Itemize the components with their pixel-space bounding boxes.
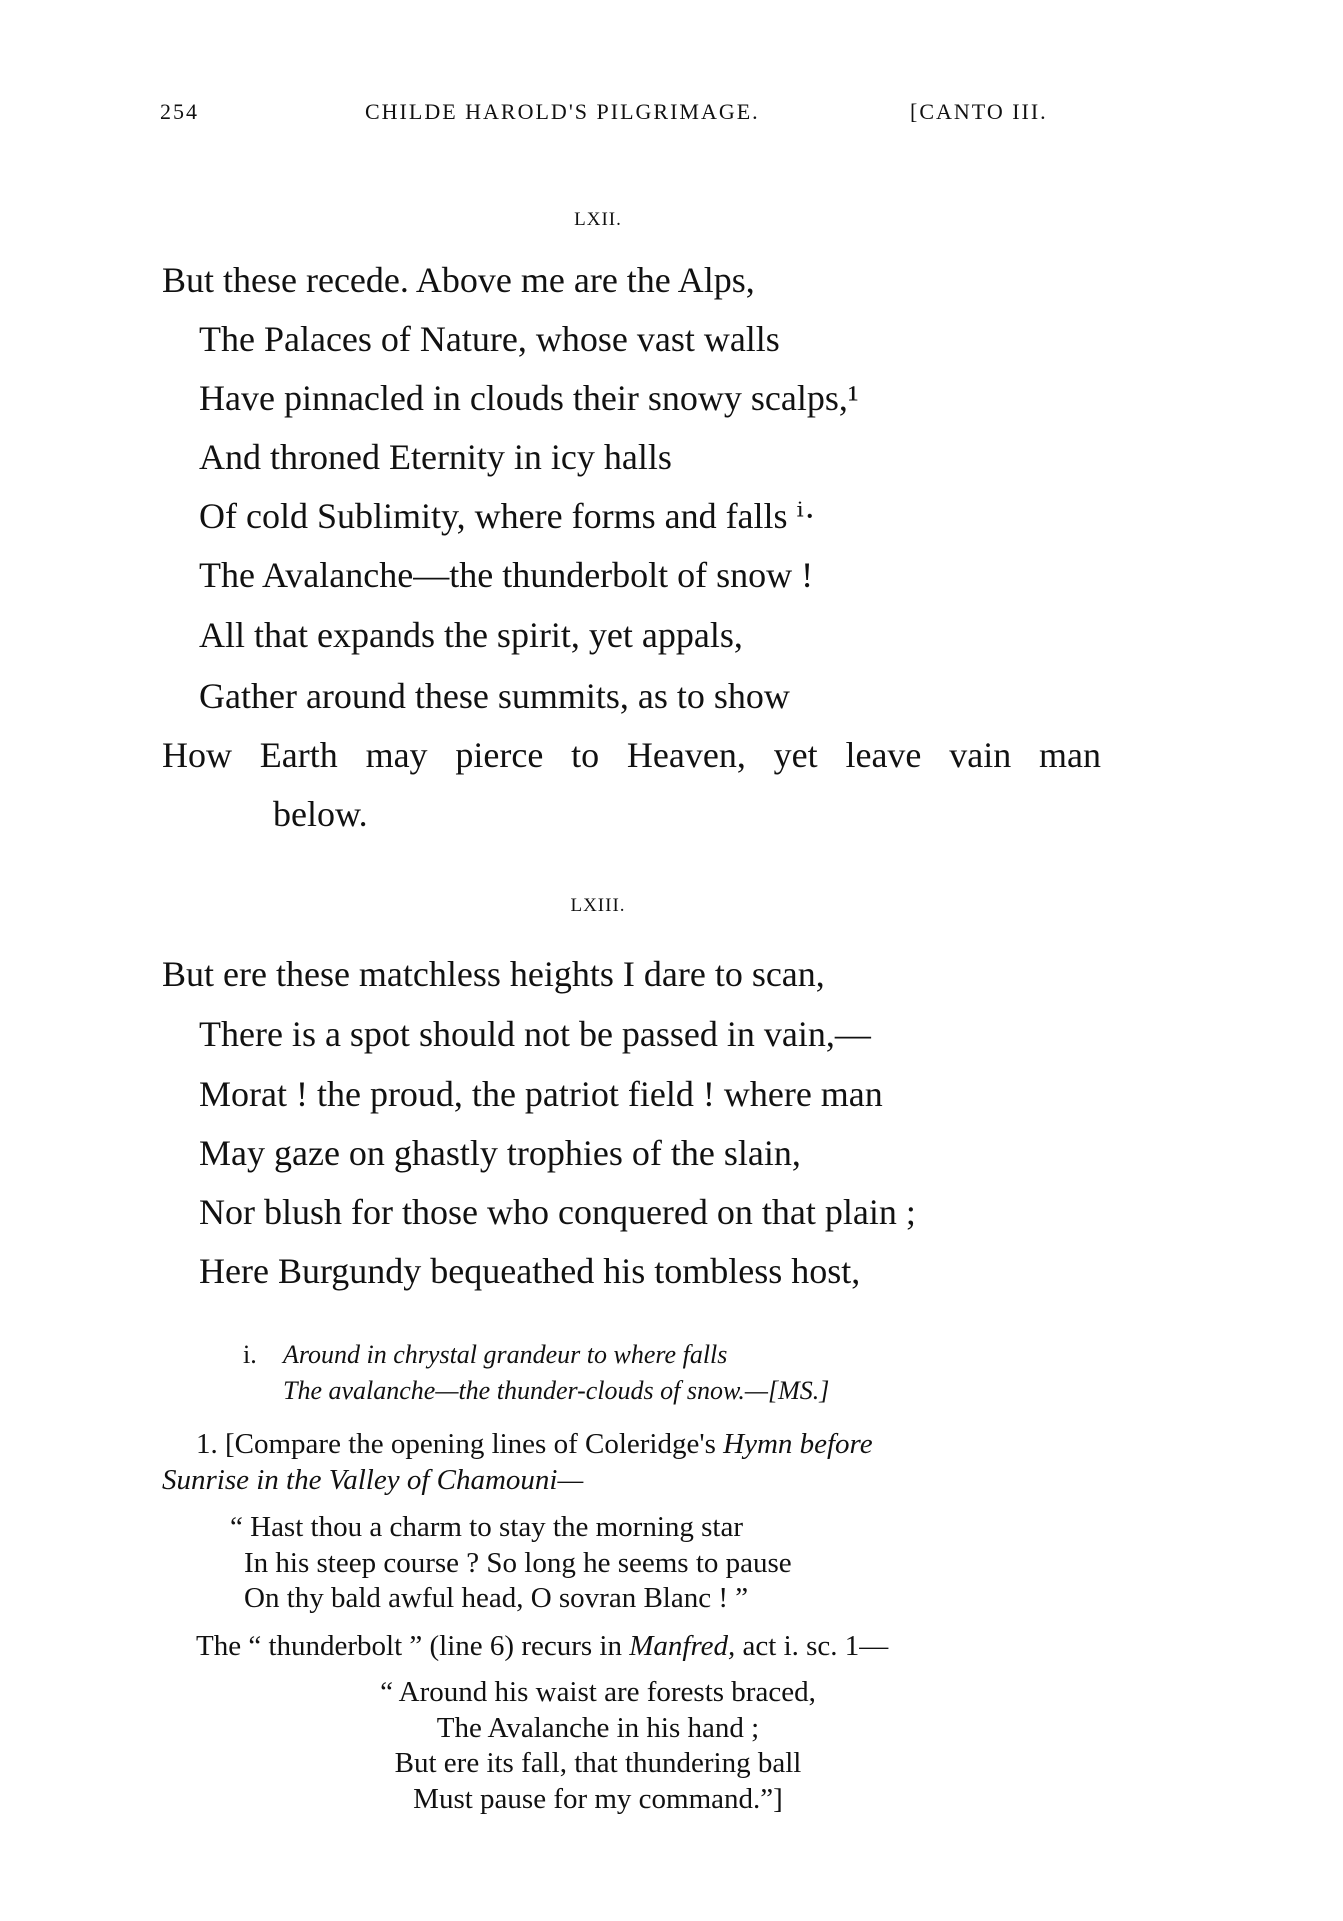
verse-line: Morat ! the proud, the patriot field ! where man bbox=[199, 1074, 883, 1114]
footnote-text: act i. sc. 1— bbox=[735, 1630, 889, 1662]
verse-line: May gaze on ghastly trophies of the slain, bbox=[199, 1133, 801, 1173]
stanza-number: LXII. bbox=[574, 209, 622, 230]
footnote-variant-line: The avalanche—the thunder-clouds of snow.—[MS.] bbox=[283, 1376, 830, 1405]
footnote-text: The “ thunderbolt ” (line 6) recurs in bbox=[196, 1630, 630, 1662]
verse-line: Of cold Sublimity, where forms and falls ⁱ· bbox=[199, 496, 816, 536]
running-title: CHILDE HAROLD'S PILGRIMAGE. bbox=[365, 99, 760, 124]
footnote-title: Hymn before bbox=[723, 1428, 873, 1460]
verse-line: All that expands the spirit, yet appals, bbox=[199, 615, 743, 655]
quote-line: The Avalanche in his hand ; bbox=[436, 1712, 760, 1744]
verse-line: There is a spot should not be passed in vain,— bbox=[199, 1014, 871, 1054]
quote-line: Must pause for my command.”] bbox=[413, 1783, 783, 1815]
verse-line: The Avalanche—the thunderbolt of snow ! bbox=[199, 555, 814, 595]
verse-line: below. bbox=[273, 794, 368, 834]
canto-label: [CANTO III. bbox=[910, 99, 1048, 124]
verse-line: Have pinnacled in clouds their snowy scalps,¹ bbox=[199, 378, 859, 418]
quote-line: In his steep course ? So long he seems to pause bbox=[244, 1547, 792, 1579]
verse-line: Nor blush for those who conquered on that plain ; bbox=[199, 1192, 916, 1232]
verse-line: But these recede. Above me are the Alps, bbox=[162, 260, 755, 300]
footnote-line: Sunrise in the Valley of Chamouni— bbox=[162, 1464, 584, 1496]
footnote-title: Manfred, bbox=[629, 1630, 736, 1662]
verse-line: But ere these matchless heights I dare to scan, bbox=[162, 954, 825, 994]
verse-line: How Earth may pierce to Heaven, yet leave vain man bbox=[162, 735, 1101, 775]
page-number: 254 bbox=[160, 99, 199, 124]
verse-line: The Palaces of Nature, whose vast walls bbox=[199, 319, 780, 359]
stanza-number: LXIII. bbox=[570, 895, 626, 916]
quote-line: “ Around his waist are forests braced, bbox=[380, 1676, 816, 1708]
quote-line: But ere its fall, that thundering ball bbox=[394, 1747, 802, 1779]
footnote-variant-line: Around in chrystal grandeur to where falls bbox=[283, 1340, 728, 1369]
verse-line: Here Burgundy bequeathed his tombless host, bbox=[199, 1251, 861, 1291]
footnote-text: 1. [Compare the opening lines of Coleridge's bbox=[196, 1428, 724, 1460]
verse-line: Gather around these summits, as to show bbox=[199, 676, 790, 716]
verse-line: And throned Eternity in icy halls bbox=[199, 437, 672, 477]
quote-line: “ Hast thou a charm to stay the morning star bbox=[230, 1511, 744, 1543]
quote-line: On thy bald awful head, O sovran Blanc ! ” bbox=[244, 1582, 749, 1614]
footnote-line bbox=[196, 1427, 873, 1461]
footnote-line bbox=[196, 1629, 888, 1663]
footnote-marker: i. bbox=[243, 1340, 257, 1369]
